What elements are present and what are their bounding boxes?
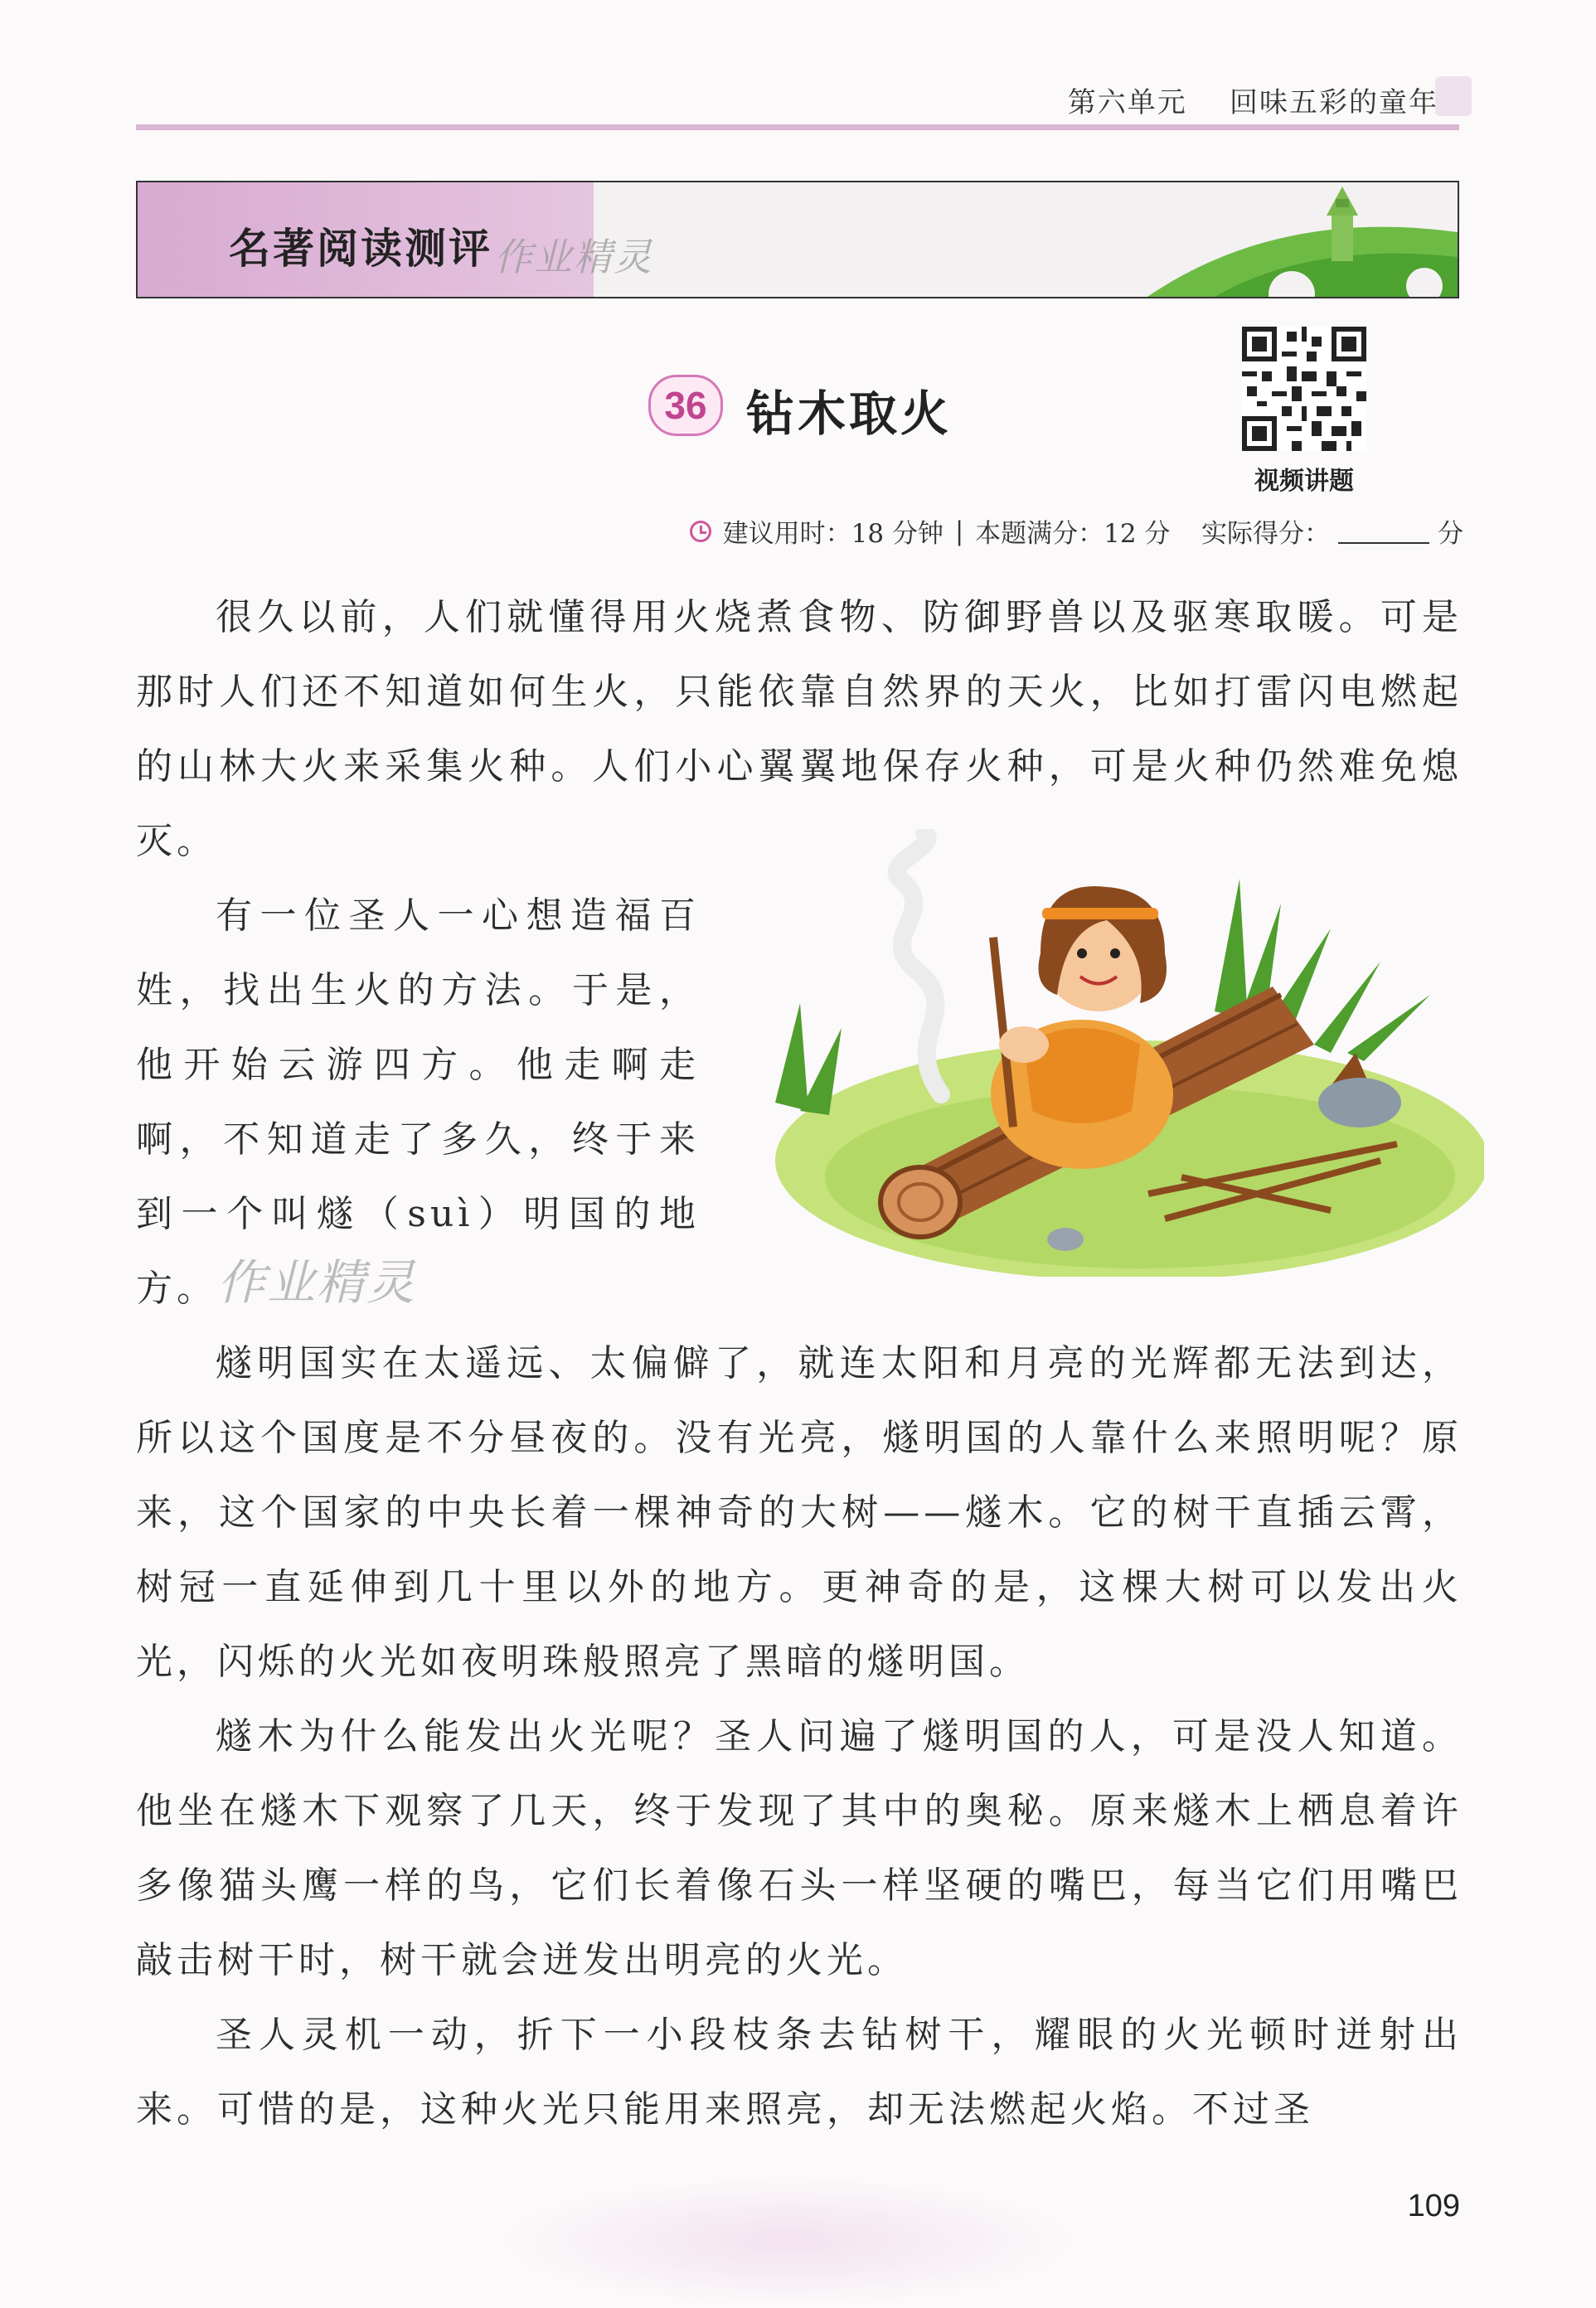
unit-label: 第六单元 — [1067, 86, 1187, 119]
section-banner — [136, 181, 1459, 298]
page-number: 109 — [1407, 2189, 1460, 2223]
paragraph-5: 圣人灵机一动，折下一小段枝条去钻树干，耀眼的火光顿时迸射出来。可惜的是，这种火光只能用来照亮，却无法燃起火焰。不过圣 — [136, 2014, 1463, 2131]
unit-title: 回味五彩的童年 — [1230, 86, 1438, 119]
clock-icon — [690, 521, 711, 542]
lesson-number-badge: 36 — [648, 375, 723, 436]
time-score-line: 建议用时：18 分钟 | 本题满分：12 分 实际得分： 分 — [690, 512, 1463, 550]
paragraph-3: 燧明国实在太遥远、太偏僻了，就连太阳和月亮的光辉都无法到达，所以这个国度是不分昼夜的。没有光亮，燧明国的人靠什么来照明呢？原来，这个国家的中央长着一棵神奇的大树——燧木。它的树干直插云霄，树冠一直延伸到几十里以外的地方。更神奇的是，这棵大树可以发出火光，闪烁的火光如夜明珠般照亮了黑暗的燧明国。 — [136, 1342, 1463, 1683]
qr-caption: 视频讲题 — [1254, 468, 1354, 495]
suggested-time: 建议用时：18 分钟 — [722, 519, 944, 549]
paragraph-1: 很久以前，人们就懂得用火烧煮食物、防御野兽以及驱寒取暖。可是那时人们还不知道如何生火，只能依靠自然界的天火，比如打雷闪电燃起的山林大火来采集火种。人们小心翼翼地保存火种，可是火种仍然难免熄灭。 — [136, 596, 1463, 862]
header-corner-decoration — [1435, 76, 1472, 116]
score-blank[interactable] — [1338, 519, 1429, 544]
paragraph-2: 有一位圣人一心想造福百姓，找出生火的方法。于是，他开始云游四方。他走啊走啊，不知道走了多久，终于来到一个叫燧（suì）明国的地方。 — [136, 895, 700, 1310]
qr-code-icon[interactable] — [1242, 327, 1366, 451]
bottom-decoration — [497, 2175, 1078, 2308]
full-score: 本题满分：12 分 — [975, 519, 1171, 549]
drilling-fire-illustration — [750, 829, 1484, 1277]
pagoda-hill-illustration — [1109, 182, 1458, 298]
paragraph-4: 燧木为什么能发出火光呢？圣人问遍了燧明国的人，可是没人知道。他坐在燧木下观察了几天，终于发现了其中的奥秘。原来燧木上栖息着许多像猫头鹰一样的鸟，它们长着像石头一样坚硬的嘴巴，每当它们用嘴巴敲击树干时，树干就会迸发出明亮的火光。 — [136, 1715, 1463, 1981]
running-header — [1068, 80, 1438, 120]
score-unit: 分 — [1438, 519, 1463, 549]
header-rule — [136, 124, 1459, 130]
watermark-logo: 作业精灵 — [494, 235, 653, 279]
actual-score-label: 实际得分： — [1201, 519, 1330, 549]
banner-title: 名著阅读测评 — [229, 224, 492, 273]
lesson-title: 钻木取火 — [746, 387, 953, 441]
watermark-logo-2: 作业精灵 — [217, 1254, 417, 1311]
